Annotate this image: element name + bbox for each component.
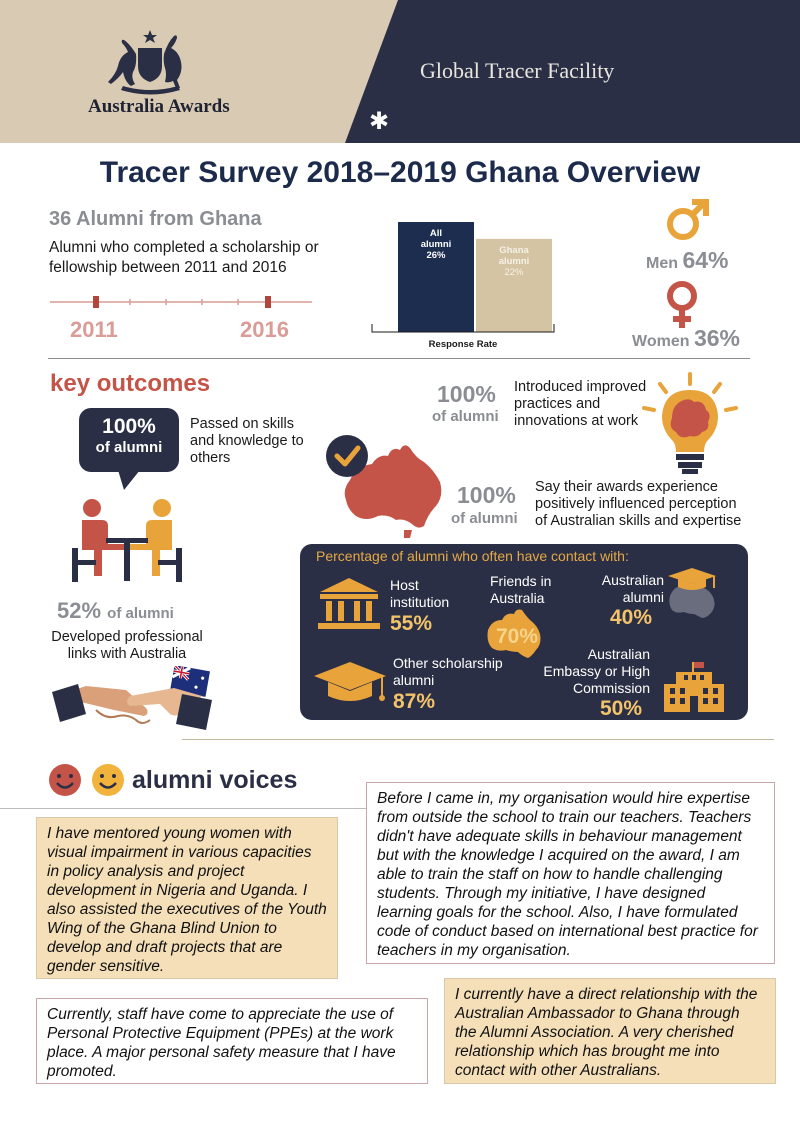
host-label: Host institution — [390, 577, 450, 610]
response-rate-category-label: All — [429, 228, 443, 239]
star-icon: ✱ — [369, 108, 390, 135]
alumni-description: Alumni who completed a scholarship or fellowship between 2011 and 2016 — [49, 239, 319, 276]
handshake-icon — [52, 666, 212, 736]
contact-panel-title: Percentage of alumni who often have contact with: — [316, 548, 629, 564]
alumni-count-heading: 36 Alumni from Ghana — [49, 208, 262, 230]
brand-name: Australia Awards — [88, 96, 230, 117]
friends-label: Friends in Australia — [490, 573, 552, 606]
smiley-faces-icon — [48, 763, 126, 799]
other-value: 87% — [393, 690, 436, 713]
header-left-panel — [0, 0, 400, 143]
female-symbol-icon — [664, 280, 700, 330]
institution-building-icon — [318, 578, 380, 630]
perception-unit: of alumni — [451, 510, 518, 527]
perception-text: Say their awards experience positively influenced perception of Australian skills and expertise — [535, 479, 742, 529]
aus-alumni-label: Australian alumni — [601, 572, 664, 605]
perception-pct: 100% — [457, 482, 516, 508]
quote-ppe: Currently, staff have come to appreciate the use of Personal Protective Equipment (PPEs) at the work place. A major personal safety measure that I have promoted. — [36, 998, 428, 1084]
coat-of-arms-icon — [103, 28, 198, 96]
quote-ambassador: I currently have a direct relationship with the Australian Ambassador to Ghana through the Alumni Association. A very cherished relationship which has brought me into contact with other Australians. — [444, 978, 776, 1084]
embassy-building-icon — [662, 662, 726, 714]
links-unit: of alumni — [107, 605, 174, 622]
year-start: 2011 — [70, 317, 118, 342]
year-end: 2016 — [240, 317, 289, 342]
other-label: Other scholarship alumni — [393, 655, 503, 688]
passed-on-pct: 100% — [102, 415, 156, 438]
women-value: 36% — [693, 325, 740, 351]
key-outcomes-heading: key outcomes — [50, 370, 211, 397]
timeline — [50, 292, 312, 312]
australia-graduate-icon — [664, 566, 722, 622]
quote-mentoring: I have mentored young women with visual impairment in various capacities in policy analysis and project development in Nigeria and Uganda. I also assisted the executives of the Youth Wing of the Ghana Blind Union to develop and draft projects that are gender sensitive. — [36, 817, 338, 979]
response-rate-value-label: 26% — [426, 250, 446, 261]
male-symbol-icon — [663, 198, 711, 244]
links-stat — [57, 598, 174, 624]
graduation-cap-icon — [312, 660, 388, 710]
men-label: Men — [646, 255, 678, 272]
aus-alumni-value: 40% — [610, 606, 653, 629]
women-stat — [632, 325, 740, 352]
quote-teacher-training: Before I came in, my organisation would hire expertise from outside the school to train our teachers. Teachers didn't have adequate skills in behaviour management but with the knowledge I acquired on the award, I am able to train the staff on how to handle challenging students. Through my initiative, I have designed learning goals for the school. Also, I have formulated code of conduct based on international best practice for teachers in my organisation. — [366, 782, 775, 964]
alumni-voices-heading: alumni voices — [132, 766, 298, 794]
voices-rule — [0, 808, 366, 809]
response-rate-category-label: alumni — [420, 239, 452, 250]
people-meeting-icon — [72, 498, 182, 582]
page-title: Tracer Survey 2018–2019 Ghana Overview — [99, 156, 701, 189]
passed-on-bubble — [79, 408, 179, 472]
response-rate-category-label: alumni — [498, 255, 530, 267]
response-rate-category-label: Ghana — [499, 244, 529, 256]
embassy-value: 50% — [600, 697, 643, 720]
improved-unit: of alumni — [432, 408, 499, 425]
passed-on-text: Passed on skills and knowledge to others — [190, 416, 304, 466]
women-label: Women — [632, 333, 690, 350]
timeline-marker-end — [265, 296, 271, 308]
links-text: Developed professional links with Australia — [51, 629, 203, 662]
passed-on-unit: of alumni — [95, 439, 163, 456]
response-rate-axis-label: Response Rate — [428, 339, 498, 350]
response-rate-chart — [368, 218, 558, 354]
improved-pct: 100% — [437, 381, 496, 407]
embassy-label: Australian Embassy or High Commission — [543, 646, 650, 696]
timeline-marker-start — [93, 296, 99, 308]
host-value: 55% — [390, 612, 433, 635]
men-value: 64% — [682, 247, 729, 273]
improved-text: Introduced improved practices and innovations at work — [514, 379, 647, 429]
men-stat — [646, 247, 729, 274]
links-pct: 52% — [57, 598, 102, 623]
bubble-tail — [118, 470, 142, 492]
facility-name: Global Tracer Facility — [420, 58, 615, 83]
response-rate-value-label: 22% — [504, 266, 524, 278]
section-rule — [182, 739, 774, 740]
australia-map-check-icon — [320, 430, 450, 540]
friends-value: 70% — [496, 625, 539, 648]
section-divider — [48, 358, 750, 359]
